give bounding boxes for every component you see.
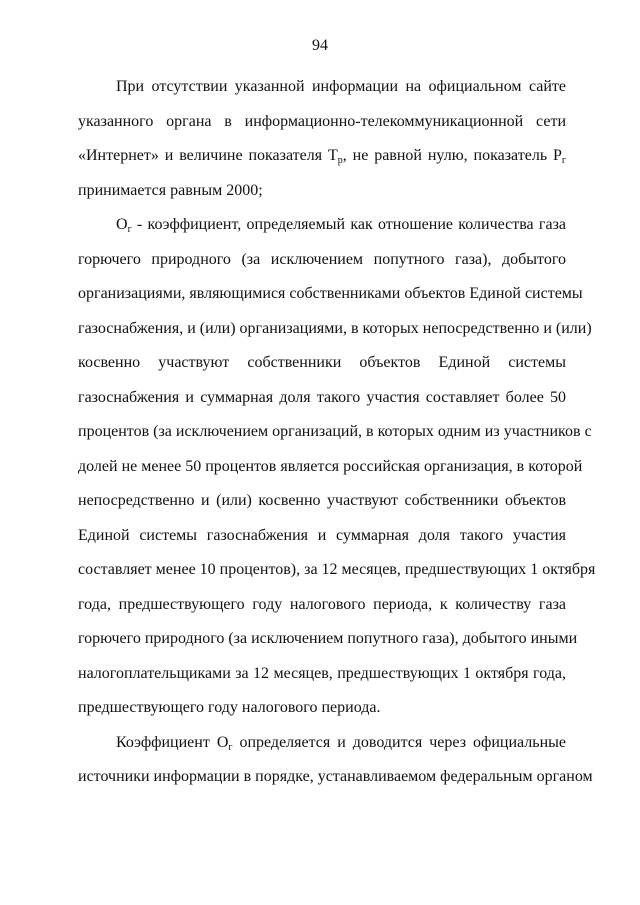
- text-line: [78, 622, 578, 657]
- text-line: [78, 450, 583, 485]
- paragraph: [78, 70, 566, 208]
- text-run: года, предшествующего году налогового периода, к количеству газа: [78, 595, 566, 613]
- text-line: [78, 139, 566, 174]
- text-run: источники информации в порядке, устанавливаемом федеральным органом: [78, 768, 593, 785]
- text-line: [78, 657, 566, 692]
- text-run: определяется и доводится через официальные: [232, 733, 566, 751]
- text-run: При отсутствии указанной информации на официальном сайте: [116, 78, 566, 95]
- text-run: горючего природного (за исключением попутного газа), добытого иными: [78, 630, 578, 647]
- text-line: [78, 243, 566, 278]
- text-run: газоснабжения и суммарная доля такого участия составляет более 50: [78, 388, 566, 406]
- text-line: [78, 174, 566, 209]
- text-line: [78, 346, 566, 381]
- text-line: [78, 415, 592, 450]
- subscript: г: [127, 224, 132, 235]
- text-line: [78, 484, 566, 519]
- text-run: Коэффициент О: [116, 733, 229, 751]
- text-run: косвенно участвуют собственники объектов Единой системы: [78, 354, 566, 371]
- text-run: указанного органа в информационно-телекоммуникационной сети: [78, 112, 566, 130]
- text-line: [78, 691, 566, 726]
- text-line: [78, 70, 566, 105]
- text-run: организациями, являющимися собственниками объектов Единой системы: [78, 285, 583, 302]
- text-run: налогоплательщиками за 12 месяцев, предшествующих 1 октября года,: [78, 664, 566, 682]
- text-run: долей не менее 50 процентов является российская организация, в которой: [78, 457, 583, 475]
- text-run: , не равной нулю, показатель Р: [342, 147, 562, 164]
- text-line: [78, 105, 566, 140]
- text-run: процентов (за исключением организаций, в которых одним из участников с: [78, 423, 592, 440]
- text-run: предшествующего году налогового периода.: [78, 699, 381, 716]
- text-run: Единой системы газоснабжения и суммарная доля такого участия: [78, 526, 566, 544]
- text-line: [78, 726, 566, 761]
- text-line: [78, 208, 566, 243]
- text-run: горючего природного (за исключением попутного газа), добытого: [78, 250, 566, 268]
- text-line: [78, 519, 566, 554]
- page-number: 94: [312, 37, 328, 54]
- text-line: [78, 588, 566, 623]
- text-run: непосредственно и (или) косвенно участвуют собственники объектов: [78, 492, 566, 509]
- text-line: [78, 277, 583, 312]
- paragraph: [78, 726, 593, 795]
- text-line: [78, 381, 566, 416]
- body-text: [78, 70, 596, 795]
- text-run: - коэффициент, определяемый как отношение количества газа: [131, 216, 566, 233]
- text-run: газоснабжения, и (или) организациями, в которых непосредственно и (или): [78, 319, 592, 337]
- text-run: составляет менее 10 процентов), за 12 месяцев, предшествующих 1 октября: [78, 561, 596, 578]
- text-run: О: [116, 216, 128, 233]
- text-line: [78, 553, 596, 588]
- text-run: принимается равным 2000;: [78, 181, 263, 199]
- text-line: [78, 312, 592, 347]
- paragraph: [78, 208, 596, 726]
- text-run: «Интернет» и величине показателя Т: [78, 147, 338, 164]
- subscript: г: [228, 741, 233, 753]
- subscript: р: [337, 155, 343, 166]
- text-line: [78, 760, 593, 795]
- subscript: г: [561, 155, 567, 166]
